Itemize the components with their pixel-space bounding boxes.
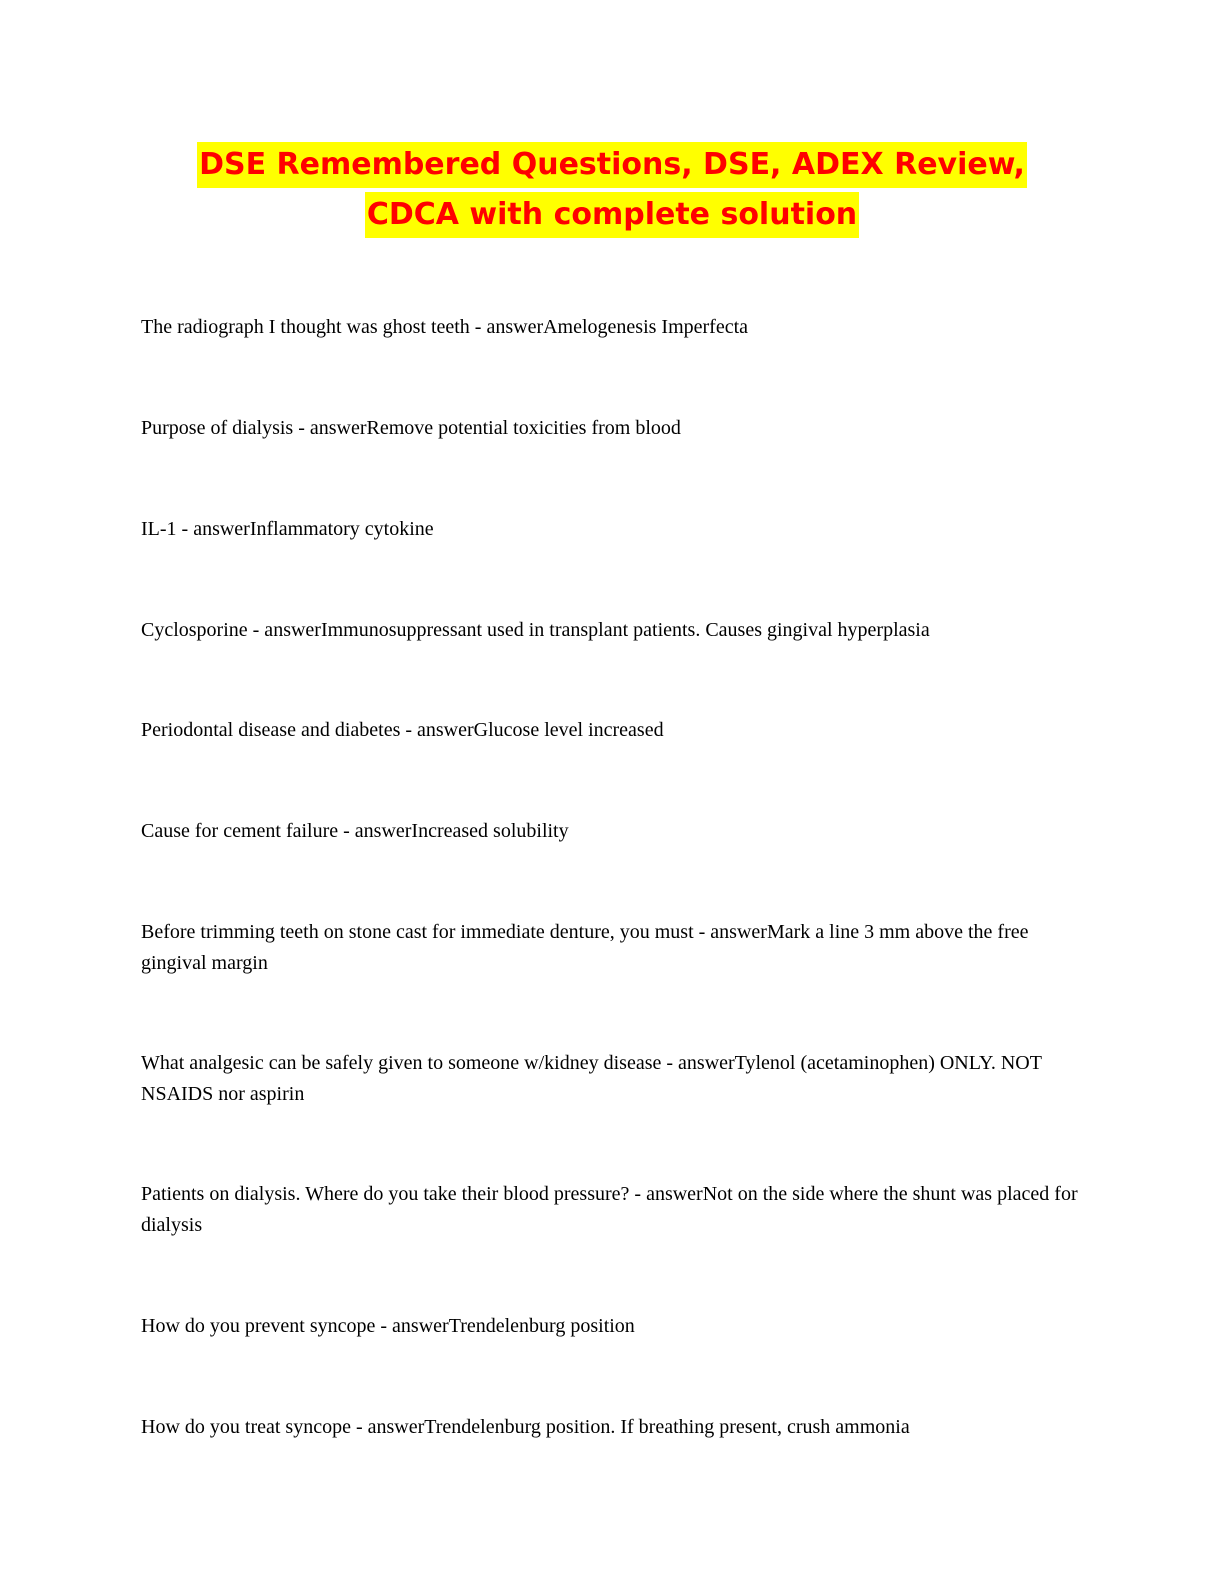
qa-item: Before trimming teeth on stone cast for immediate denture, you must - answerMark a line 3 mm above the free gingival margin (141, 921, 1029, 974)
document-title (0, 140, 1224, 240)
qa-item: IL-1 - answerInflammatory cytokine (141, 518, 434, 540)
qa-item: What analgesic can be safely given to someone w/kidney disease - answerTylenol (acetaminophen) ONLY. NOT NSAIDS nor aspirin (141, 1052, 1042, 1105)
qa-item: Patients on dialysis. Where do you take their blood pressure? - answerNot on the side where the shunt was placed for dialysis (141, 1183, 1078, 1236)
qa-item: Periodontal disease and diabetes - answerGlucose level increased (141, 719, 664, 741)
qa-item: The radiograph I thought was ghost teeth - answerAmelogenesis Imperfecta (141, 316, 749, 338)
title-line-2: CDCA with complete solution (365, 192, 859, 238)
qa-item: Cause for cement failure - answerIncreased solubility (141, 820, 569, 842)
qa-item: Purpose of dialysis - answerRemove potential toxicities from blood (141, 417, 681, 439)
title-line-1: DSE Remembered Questions, DSE, ADEX Review, (197, 142, 1027, 188)
qa-item: How do you prevent syncope - answerTrendelenburg position (141, 1315, 635, 1337)
qa-item: Cyclosporine - answerImmunosuppressant used in transplant patients. Causes gingival hyperplasia (141, 619, 930, 641)
qa-item: How do you treat syncope - answerTrendelenburg position. If breathing present, crush ammonia (141, 1416, 910, 1438)
